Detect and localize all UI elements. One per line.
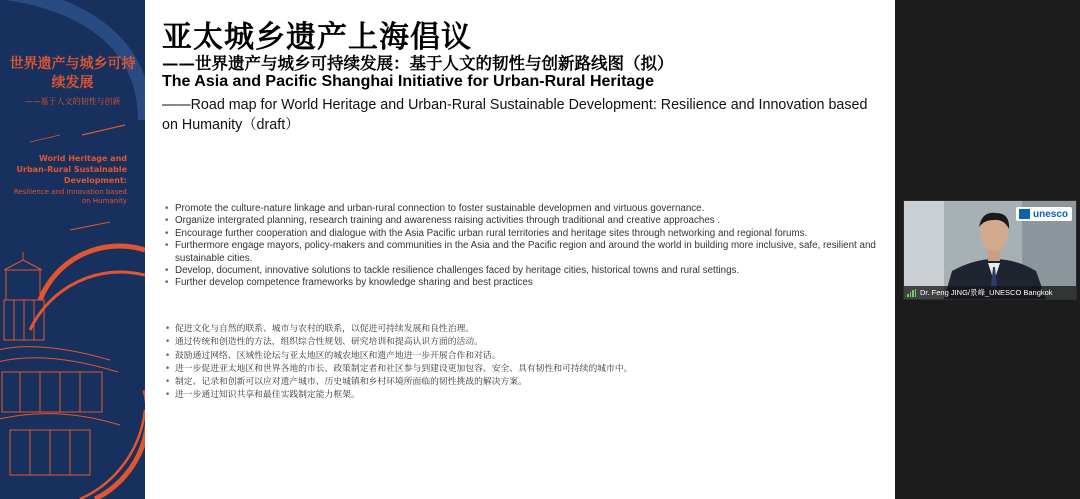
unesco-logo-icon [1019,209,1030,219]
chinese-bullet-list [165,323,880,403]
list-item [165,363,880,376]
panel-english-title: World Heritage and Urban-Rural Sustainable Development: [16,154,127,185]
bullet-dot: • [165,350,171,361]
participant-name: Dr. Feng JING/景峰_UNESCO Bangkok [920,288,1053,297]
bullet-dot: • [165,240,169,252]
signal-strength-icon [907,289,916,297]
bullet-text: 促进文化与自然的联系、城市与农村的联系，以促进可持续发展和良性治理。 [175,324,475,334]
slide-subtitle-english: ——Road map for World Heritage and Urban-Rural Sustainable Development: Resilience and Innovation based on Humanity（draft） [162,97,868,133]
bullet-dot: • [165,363,171,374]
slide-title-english: The Asia and Pacific Shanghai Initiative for Urban-Rural Heritage [162,73,654,90]
list-item [165,336,880,349]
bullet-dot: • [165,324,171,334]
list-item [165,265,880,277]
bullet-text: 鼓励通过网络、区域性论坛与亚太地区的城农地区和遗产地进一步开展合作和对话。 [175,350,501,361]
bullet-text: 进一步通过知识共享和最佳实践制定能力框架。 [175,390,360,401]
bullet-text: Furthermore engage mayors, policy-makers and communities in the Asia and the Pacific region and around the world in building more inclusive, safe, resilient and sustainable cities. [175,240,876,264]
bullet-text: 通过传统和创造性的方法，组织综合性规划、研究培训和提高认识方面的活动。 [175,337,483,348]
unesco-badge-text: unesco [1032,208,1068,220]
slide-title-chinese: 亚太城乡遗产上海倡议 [162,20,472,55]
bullet-text: 进一步促进亚太地区和世界各地的市长、政策制定者和社区参与到建设更加包容、安全、具有韧性和可持续的城市中。 [175,363,633,374]
bullet-text: Develop, document, innovative solutions to tackle resilience challenges faced by heritage cities, historical towns and rural settings. [175,265,740,277]
bullet-dot: • [165,215,169,227]
bullet-dot: • [165,337,171,348]
list-item [165,389,880,402]
list-item [165,376,880,389]
bullet-dot: • [165,265,169,277]
unesco-badge [1016,207,1072,221]
participant-name-bar [904,286,1076,299]
bullet-dot: • [165,277,169,289]
list-item [165,240,880,265]
list-item [165,215,880,227]
panel-chinese-title: 世界遗产与城乡可持续发展 [9,56,136,91]
slide-subtitle-chinese: ——世界遗产与城乡可持续发展：基于人文的韧性与创新路线图（拟） [162,54,674,73]
bullet-dot: • [165,227,169,239]
list-item [165,350,880,363]
bullet-dot: • [165,377,171,388]
panel-chinese-subtitle: ——基于人文的韧性与创新 [24,97,121,106]
bullet-text: Organize intergrated planning, research training and awareness raising activities through traditional and creative approaches . [175,215,721,227]
list-item [165,323,880,336]
list-item [165,277,880,289]
panel-english-subtitle: Resilience and Innovation based on Humanity [13,188,127,205]
bullet-text: Promote the culture-nature linkage and urban-rural connection to foster sustainable developmen and virtuous governance. [175,203,705,214]
bullet-text: Encourage further cooperation and dialogue with the Asia Pacific urban rural territories and heritage sites through networking and regional forums. [175,227,808,239]
english-bullet-list [165,203,880,290]
bullet-dot: • [165,390,171,401]
slide-left-panel [0,0,145,499]
bullet-text: 制定、记录和创新可以应对遗产城市、历史城镇和乡村环境所面临的韧性挑战的解决方案。 [175,377,527,388]
list-item [165,228,880,240]
bullet-text: Further develop competence frameworks by knowledge sharing and best practices [175,277,533,289]
list-item [165,203,880,215]
bullet-dot: • [165,203,169,214]
participant-video-tile[interactable] [903,200,1077,300]
